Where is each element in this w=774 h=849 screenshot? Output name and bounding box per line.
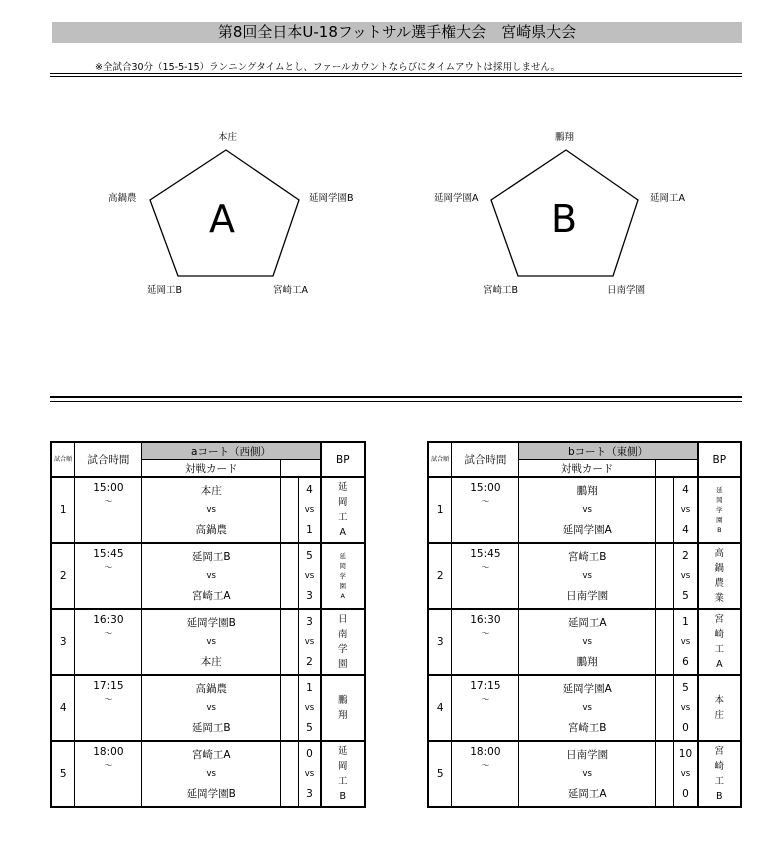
bp-char: B bbox=[339, 791, 347, 802]
bp-cell bbox=[698, 675, 741, 741]
vs-label: vs bbox=[582, 504, 592, 515]
vs-label: vs bbox=[304, 768, 315, 779]
home-team: 延岡学園B bbox=[186, 617, 236, 630]
court-b-header: bコート（東側） bbox=[519, 442, 698, 460]
away-team: 鵬翔 bbox=[576, 655, 598, 668]
bp-char: 高 bbox=[714, 548, 725, 559]
court-a-header: aコート（西側） bbox=[142, 442, 321, 460]
court-a-schedule bbox=[50, 441, 366, 808]
match-score bbox=[299, 675, 321, 741]
match-score bbox=[674, 477, 698, 543]
page-title: 第8回全日本U-18フットサル選手権大会 宮崎県大会 bbox=[52, 22, 742, 43]
score-pad bbox=[281, 609, 299, 675]
match-time-cell bbox=[75, 543, 142, 609]
bp-char: A bbox=[339, 527, 347, 538]
bp-char: 鍋 bbox=[714, 563, 725, 574]
bp-char: 農 bbox=[714, 578, 725, 589]
away-team: 宮崎工A bbox=[191, 589, 231, 602]
tilde: 〜 bbox=[104, 695, 113, 704]
match-row bbox=[428, 477, 741, 543]
home-score: 2 bbox=[682, 550, 689, 563]
vs-label: vs bbox=[582, 570, 592, 581]
bp-char: A bbox=[340, 592, 345, 600]
match-card bbox=[142, 609, 281, 675]
home-team: 高鍋農 bbox=[195, 683, 227, 696]
vs-label: vs bbox=[206, 636, 216, 647]
match-time: 16:30 bbox=[470, 614, 501, 626]
score-pad bbox=[655, 543, 673, 609]
group-a-team: 延岡工B bbox=[147, 285, 183, 296]
score-pad bbox=[655, 609, 673, 675]
tilde: 〜 bbox=[481, 629, 490, 638]
score-pad bbox=[281, 543, 299, 609]
bp-char: 南 bbox=[338, 629, 348, 640]
home-score: 0 bbox=[306, 748, 313, 761]
vs-label: vs bbox=[206, 570, 216, 581]
bp-cell bbox=[321, 675, 365, 741]
match-no: 5 bbox=[428, 741, 452, 807]
away-team: 高鍋農 bbox=[195, 523, 227, 536]
match-time: 15:00 bbox=[93, 482, 124, 494]
away-score: 2 bbox=[306, 655, 313, 668]
home-score: 1 bbox=[682, 616, 689, 629]
bp-char: 園 bbox=[339, 582, 347, 590]
away-score: 0 bbox=[682, 721, 689, 734]
home-score: 1 bbox=[306, 682, 313, 695]
bp-char: 崎 bbox=[714, 761, 725, 772]
away-team: 延岡工A bbox=[567, 787, 607, 800]
bp-char: A bbox=[716, 659, 723, 670]
tilde: 〜 bbox=[481, 563, 490, 572]
vs-label: vs bbox=[304, 504, 315, 515]
divider bbox=[50, 396, 742, 402]
match-time-cell bbox=[452, 477, 519, 543]
group-b-team: 宮崎工B bbox=[483, 285, 519, 296]
bp-char: 岡 bbox=[338, 761, 348, 772]
bp-char: 業 bbox=[714, 593, 725, 604]
away-team: 宮崎工B bbox=[567, 721, 607, 734]
vs-label: vs bbox=[206, 702, 216, 713]
bp-header: BP bbox=[321, 442, 365, 477]
bp-cell bbox=[698, 477, 741, 543]
bp-cell bbox=[321, 477, 365, 543]
match-time: 15:45 bbox=[470, 548, 501, 560]
bp-char: 工 bbox=[338, 776, 348, 787]
bp-char: 園 bbox=[716, 516, 723, 524]
match-card bbox=[519, 477, 655, 543]
vs-label: vs bbox=[206, 768, 216, 779]
bp-char: 園 bbox=[338, 659, 348, 670]
tilde: 〜 bbox=[104, 761, 113, 770]
away-score: 5 bbox=[682, 589, 689, 602]
tilde: 〜 bbox=[104, 497, 113, 506]
vs-label: vs bbox=[680, 768, 691, 779]
match-no: 2 bbox=[428, 543, 452, 609]
match-time: 16:30 bbox=[93, 614, 124, 626]
away-team: 本庄 bbox=[200, 655, 222, 668]
home-score: 5 bbox=[682, 682, 689, 695]
bp-cell bbox=[698, 609, 741, 675]
match-card bbox=[142, 741, 281, 807]
away-team: 延岡工B bbox=[191, 721, 231, 734]
match-no: 3 bbox=[428, 609, 452, 675]
vs-label: vs bbox=[680, 702, 691, 713]
bp-header: BP bbox=[698, 442, 741, 477]
match-time: 18:00 bbox=[470, 746, 501, 758]
bp-char: 学 bbox=[716, 506, 723, 514]
away-score: 4 bbox=[682, 523, 689, 536]
home-team: 宮崎工B bbox=[567, 551, 607, 564]
group-b-team: 日南学園 bbox=[607, 285, 646, 296]
group-b-letter: B bbox=[551, 197, 578, 241]
match-row bbox=[428, 675, 741, 741]
match-time-cell bbox=[75, 609, 142, 675]
card-header: 対戦カード bbox=[519, 460, 655, 478]
bp-char: 延 bbox=[338, 746, 348, 757]
match-time: 17:15 bbox=[93, 680, 124, 692]
vs-label: vs bbox=[304, 702, 315, 713]
bp-char: 日 bbox=[338, 614, 348, 625]
group-b-team: 延岡学園A bbox=[434, 193, 479, 204]
score-pad bbox=[281, 675, 299, 741]
group-a-letter: A bbox=[209, 197, 235, 241]
match-time: 18:00 bbox=[93, 746, 124, 758]
vs-label: vs bbox=[680, 570, 691, 581]
card-header: 対戦カード bbox=[142, 460, 281, 478]
match-time-cell bbox=[452, 675, 519, 741]
vs-label: vs bbox=[582, 636, 592, 647]
match-score bbox=[299, 477, 321, 543]
home-score: 5 bbox=[306, 550, 313, 563]
home-team: 鵬翔 bbox=[576, 485, 598, 498]
match-no: 4 bbox=[51, 675, 75, 741]
match-card bbox=[519, 609, 655, 675]
bp-cell bbox=[698, 543, 741, 609]
match-card bbox=[142, 543, 281, 609]
vs-label: vs bbox=[582, 702, 592, 713]
match-score bbox=[674, 675, 698, 741]
match-no: 5 bbox=[51, 741, 75, 807]
bp-char: 宮 bbox=[714, 614, 725, 625]
match-score bbox=[299, 609, 321, 675]
home-team: 宮崎工A bbox=[191, 749, 231, 762]
match-no: 1 bbox=[428, 477, 452, 543]
bp-char: 工 bbox=[714, 644, 725, 655]
match-card bbox=[142, 675, 281, 741]
match-score bbox=[674, 741, 698, 807]
match-row bbox=[51, 543, 365, 609]
away-score: 3 bbox=[306, 589, 313, 602]
match-row bbox=[428, 609, 741, 675]
match-time-cell bbox=[75, 477, 142, 543]
bp-char: 本 bbox=[714, 695, 725, 706]
bp-cell bbox=[321, 543, 365, 609]
court-b-schedule bbox=[427, 441, 742, 808]
tilde: 〜 bbox=[104, 629, 113, 638]
score-header bbox=[281, 460, 321, 478]
bp-char: 鵬 bbox=[338, 695, 348, 706]
match-time-cell bbox=[452, 741, 519, 807]
bp-char: 延 bbox=[716, 486, 723, 494]
bp-char: 岡 bbox=[339, 562, 347, 570]
group-a-team: 延岡学園B bbox=[309, 193, 354, 204]
score-pad bbox=[655, 741, 673, 807]
bp-char: 庄 bbox=[714, 710, 725, 721]
time-header: 試合時間 bbox=[75, 442, 142, 477]
away-team: 延岡学園B bbox=[186, 787, 236, 800]
tilde: 〜 bbox=[481, 695, 490, 704]
match-row bbox=[51, 609, 365, 675]
group-a-team: 本庄 bbox=[218, 132, 238, 143]
match-row bbox=[51, 741, 365, 807]
home-score: 4 bbox=[682, 484, 689, 497]
bp-cell bbox=[698, 741, 741, 807]
match-row bbox=[51, 675, 365, 741]
bp-char: 工 bbox=[338, 512, 348, 523]
match-time: 15:45 bbox=[93, 548, 124, 560]
vs-label: vs bbox=[680, 636, 691, 647]
bp-char: 崎 bbox=[714, 629, 725, 640]
vs-label: vs bbox=[304, 570, 315, 581]
match-time-cell bbox=[452, 543, 519, 609]
time-header: 試合時間 bbox=[452, 442, 519, 477]
score-pad bbox=[655, 477, 673, 543]
match-no: 2 bbox=[51, 543, 75, 609]
group-a-team: 高鍋農 bbox=[108, 193, 137, 204]
bp-char: 翔 bbox=[338, 710, 348, 721]
match-no-header: 試合順 bbox=[428, 442, 452, 477]
match-no: 3 bbox=[51, 609, 75, 675]
away-score: 1 bbox=[306, 523, 313, 536]
vs-label: vs bbox=[680, 504, 691, 515]
match-no: 4 bbox=[428, 675, 452, 741]
match-card bbox=[519, 741, 655, 807]
match-card bbox=[519, 675, 655, 741]
bp-cell bbox=[321, 609, 365, 675]
match-row bbox=[428, 543, 741, 609]
away-score: 3 bbox=[306, 787, 313, 800]
score-pad bbox=[281, 477, 299, 543]
away-score: 5 bbox=[306, 721, 313, 734]
match-time: 17:15 bbox=[470, 680, 501, 692]
bp-char: 学 bbox=[339, 572, 347, 580]
bp-char: 宮 bbox=[714, 746, 725, 757]
match-row bbox=[428, 741, 741, 807]
match-row bbox=[51, 477, 365, 543]
bp-char: 延 bbox=[338, 482, 348, 493]
group-a-team: 宮崎工A bbox=[273, 285, 308, 296]
vs-label: vs bbox=[304, 636, 315, 647]
bp-char: 岡 bbox=[338, 497, 348, 508]
home-team: 延岡工B bbox=[191, 551, 231, 564]
away-score: 6 bbox=[682, 655, 689, 668]
match-time-cell bbox=[452, 609, 519, 675]
home-score: 4 bbox=[306, 484, 313, 497]
match-card bbox=[142, 477, 281, 543]
match-score bbox=[674, 543, 698, 609]
match-score bbox=[674, 609, 698, 675]
match-time-cell bbox=[75, 675, 142, 741]
bp-char: 延 bbox=[339, 552, 347, 560]
home-score: 3 bbox=[306, 616, 313, 629]
bp-char: 学 bbox=[338, 644, 348, 655]
tilde: 〜 bbox=[481, 497, 490, 506]
away-team: 日南学園 bbox=[566, 589, 609, 602]
match-no-header: 試合順 bbox=[51, 442, 75, 477]
score-header bbox=[655, 460, 697, 478]
home-team: 日南学園 bbox=[566, 749, 609, 762]
bp-cell bbox=[321, 741, 365, 807]
match-score bbox=[299, 741, 321, 807]
away-score: 0 bbox=[682, 787, 689, 800]
home-team: 本庄 bbox=[200, 485, 222, 498]
score-pad bbox=[281, 741, 299, 807]
tilde: 〜 bbox=[104, 563, 113, 572]
match-score bbox=[299, 543, 321, 609]
match-time-cell bbox=[75, 741, 142, 807]
bp-char: 岡 bbox=[716, 496, 723, 504]
away-team: 延岡学園A bbox=[562, 523, 612, 536]
match-card bbox=[519, 543, 655, 609]
vs-label: vs bbox=[582, 768, 592, 779]
rules-note: ※全試合30分（15-5-15）ランニングタイムとし、ファールカウントならびにタイムアウトは採用しません。 bbox=[95, 62, 561, 73]
home-score: 10 bbox=[678, 748, 693, 761]
home-team: 延岡工A bbox=[567, 617, 607, 630]
group-b-team: 鵬翔 bbox=[555, 132, 575, 143]
vs-label: vs bbox=[206, 504, 216, 515]
bp-char: B bbox=[717, 526, 722, 534]
home-team: 延岡学園A bbox=[562, 683, 612, 696]
tilde: 〜 bbox=[481, 761, 490, 770]
group-b-team: 延岡工A bbox=[650, 193, 685, 204]
match-time: 15:00 bbox=[470, 482, 501, 494]
bp-char: B bbox=[716, 791, 723, 802]
bp-char: 工 bbox=[714, 776, 725, 787]
match-no: 1 bbox=[51, 477, 75, 543]
score-pad bbox=[655, 675, 673, 741]
